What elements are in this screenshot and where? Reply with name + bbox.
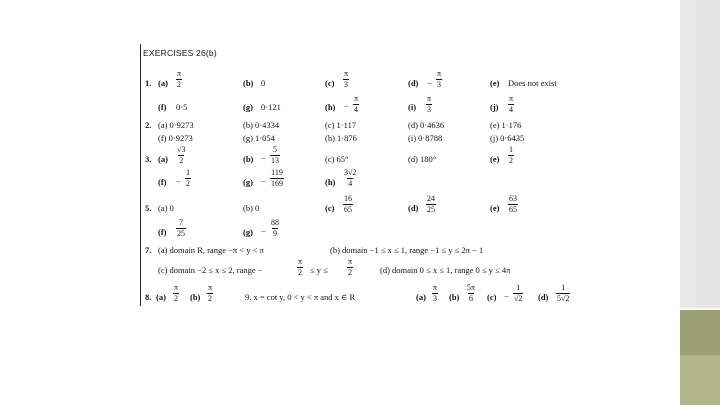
q9c-answer: $\frac{1}{√2}$ — [514, 283, 523, 303]
q5a: (a) 0 — [158, 203, 174, 213]
q5c-label: (c) — [325, 203, 335, 213]
q8b-label: (b) — [190, 292, 201, 302]
q2a: (a) 0·9273 — [158, 120, 194, 130]
q1d-label: (d) — [408, 78, 419, 88]
q7a: (a) domain R, range −π < y < π — [158, 245, 264, 255]
q9a-answer: $\frac{\pi}{3}$ — [433, 283, 438, 303]
q3h-label: (h) — [325, 177, 336, 187]
q1h-sign: − — [344, 101, 349, 111]
q9d-label: (d) — [538, 292, 549, 302]
q1e-label: (e) — [490, 78, 500, 88]
q1f-answer: 0·5 — [176, 102, 188, 112]
q3a-label: (a) — [158, 154, 168, 164]
q8a-answer: $\frac{\pi}{2}$ — [174, 283, 179, 303]
q1i-answer: $\frac{\pi}{3}$ — [427, 94, 432, 114]
q3c: (c) 65° — [325, 154, 349, 164]
q9a-label: (a) — [416, 292, 426, 302]
q3h-answer: $\frac{3√2}{4}$ — [344, 168, 357, 188]
q3f-answer: $\frac{1}{2}$ — [186, 168, 190, 188]
q2-label: 2. — [145, 120, 152, 130]
q2f: (f) 0·9273 — [158, 133, 193, 143]
q3g-sign: − — [261, 176, 266, 186]
q2i: (i) 0·8788 — [408, 133, 443, 143]
q3g-answer: $\frac{119}{169}$ — [271, 168, 283, 188]
q3b-sign: − — [261, 153, 266, 163]
q7c-mid: ≤ y ≤ — [310, 265, 328, 275]
q5e-label: (e) — [490, 203, 500, 213]
q1h-answer: $\frac{\pi}{4}$ — [354, 94, 359, 114]
q3b-answer: $\frac{5}{13}$ — [271, 145, 279, 165]
exercise-answers — [140, 44, 590, 306]
q5f-label: (f) — [158, 227, 167, 237]
q5-label: 5. — [145, 203, 152, 213]
q2h: (h) 1·876 — [325, 133, 357, 143]
q8-label: 8. — [145, 292, 152, 302]
q1b-label: (b) — [243, 78, 254, 88]
q2d: (d) 0·4636 — [408, 120, 445, 130]
q9d-answer: $\frac{1}{5√2}$ — [557, 283, 570, 303]
q3f-sign: − — [176, 176, 181, 186]
q1d-sign: − — [427, 78, 432, 88]
q5c-answer: $\frac{16}{65}$ — [344, 194, 352, 214]
q5g-sign: − — [261, 226, 266, 236]
q3g-label: (g) — [243, 177, 253, 187]
q3e-label: (e) — [490, 154, 500, 164]
q7d: (d) domain 0 ≤ x ≤ 1, range 0 ≤ y ≤ 4π — [380, 265, 511, 275]
q1a-answer: $\frac{\pi}{2}$ — [177, 69, 182, 89]
q3e-answer: $\frac{1}{2}$ — [509, 145, 513, 165]
q7b: (b) domain −1 ≤ x ≤ 1, range −1 ≤ y ≤ 2π − 1 — [330, 245, 484, 255]
q2b: (b) 0·4334 — [243, 120, 280, 130]
q1i-label: (i) — [408, 102, 417, 112]
q7c-frac-1: $\frac{\pi}{2}$ — [298, 257, 303, 277]
q5e-answer: $\frac{63}{65}$ — [509, 194, 517, 214]
q9-statement: 9. x = cot y, 0 < y < π and x ∈ R — [245, 292, 356, 302]
q1-label: 1. — [145, 78, 152, 88]
q2e: (e) 1·176 — [490, 120, 522, 130]
q1b-answer: 0 — [261, 78, 266, 88]
exercises-heading: EXERCISES 26(b) — [143, 48, 217, 58]
q9b-label: (b) — [449, 292, 460, 302]
accent-block-light — [680, 355, 720, 405]
q9b-answer: $\frac{5\pi}{6}$ — [467, 283, 476, 303]
q5g-answer: $\frac{88}{9}$ — [271, 218, 279, 238]
q1j-label: (j) — [490, 102, 499, 112]
q1a-label: (a) — [158, 78, 168, 88]
q1g-label: (g) — [243, 102, 253, 112]
q1h-label: (h) — [325, 102, 336, 112]
q5d-label: (d) — [408, 203, 419, 213]
q7c-frac-2: $\frac{\pi}{2}$ — [348, 257, 353, 277]
q2j: (j) 0·6435 — [490, 133, 525, 143]
q5g-label: (g) — [243, 227, 253, 237]
q1g-answer: 0·121 — [261, 102, 281, 112]
q9c-label: (c) — [487, 292, 497, 302]
q9c-sign: − — [504, 291, 509, 301]
q3b-label: (b) — [243, 154, 254, 164]
q1c-answer: $\frac{\pi}{3}$ — [344, 69, 349, 89]
q2g: (g) 1·054 — [243, 133, 275, 143]
q5d-answer: $\frac{24}{25}$ — [427, 194, 435, 214]
accent-block-dark — [680, 310, 720, 355]
q1f-label: (f) — [158, 102, 167, 112]
q1d-answer: $\frac{\pi}{3}$ — [437, 69, 442, 89]
q1c-label: (c) — [325, 78, 335, 88]
q3f-label: (f) — [158, 177, 167, 187]
q7c-text: (c) domain −2 ≤ x ≤ 2, range − — [158, 265, 263, 275]
q3-label: 3. — [145, 154, 152, 164]
q3d: (d) 180° — [408, 154, 437, 164]
q7-label: 7. — [145, 245, 152, 255]
q8a-label: (a) — [156, 292, 166, 302]
q1e-answer: Does not exist — [508, 78, 557, 88]
q5b: (b) 0 — [243, 203, 260, 213]
q1j-answer: $\frac{\pi}{4}$ — [509, 94, 514, 114]
q3a-answer: $\frac{√3}{2}$ — [177, 145, 186, 165]
q2c: (c) 1·117 — [325, 120, 357, 130]
q5f-answer: $\frac{7}{25}$ — [177, 218, 185, 238]
q8b-answer: $\frac{\pi}{2}$ — [208, 283, 213, 303]
